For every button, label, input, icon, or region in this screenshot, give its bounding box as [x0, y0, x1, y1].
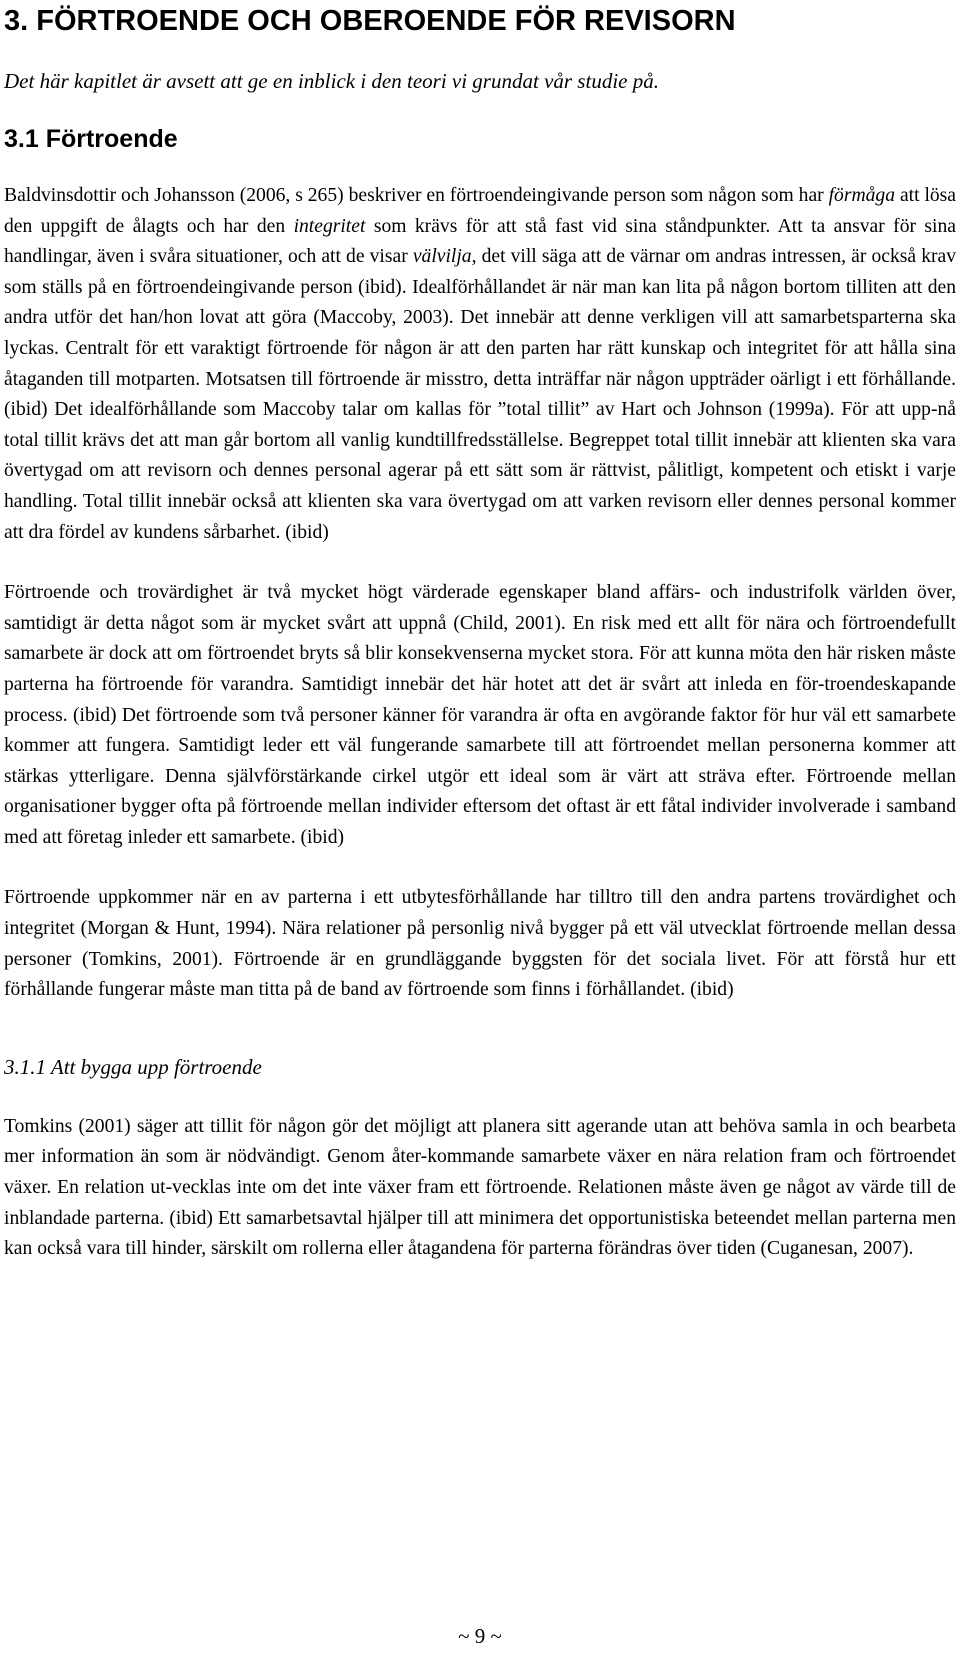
subsection-title: 3.1.1 Att bygga upp förtroende [4, 1054, 262, 1079]
section-title: 3.1 Förtroende [4, 125, 178, 153]
paragraph-3: Förtroende uppkommer när en av parterna i ett utbytesförhållande har tilltro till den andra partens trovärdighet och integritet (Morgan & Hunt, 1994). Nära relationer på personlig nivå bygger på ett väl utvecklat förtroende mellan dessa personer (Tomkins, 2001). Förtroende är en grundläggande byggsten för det sociala livet. För att förstå hur ett förhållande fungerar måste man titta på de band av förtroende som finns i förhållandet. (ibid) [4, 887, 956, 1001]
paragraph-1-text-d: , det vill säga att de värnar om andras intressen, är också krav som ställs på en förtroendeingivande person (ibid). Idealförhållandet är när man kan lita på någon bortom tilliten att den andra utför det han/hon lovat att göra (Maccoby, 2003). Det innebär att denne verkligen vill att samarbetsparterna ska lyckas. Centralt för ett varaktigt förtroende för någon är att den parten har rätt kunskap och integritet för att hålla sina åtaganden till motparten. Motsatsen till förtroende är misstro, detta inträffar när någon uppträder oärligt i ett förhållande. (ibid) Det idealförhållande som Maccoby talar om kallas för ”total tillit” av Hart och Johnson (1999a). För att upp-nå total tillit krävs det att man går bortom all vanlig kundtillfredsställelse. Begreppet total tillit innebär att klienten ska vara övertygad om att revisorn och dennes personal agerar på ett sätt som är rättvist, pålitligt, kompetent och etiskt i varje handling. Total tillit innebär också att klienten ska vara övertygad om att varken revisorn eller dennes personal kommer att dra fördel av kundens sårbarhet. (ibid) [4, 246, 957, 543]
paragraph-1-emphasis-formaga: förmåga [828, 185, 896, 206]
paragraph-4: Tomkins (2001) säger att tillit för någon gör det möjligt att planera sitt agerande utan att behöva samla in och bearbeta mer information än som är nödvändigt. Genom åter-kommande samarbete växer en nära relation fram och förtroendet växer. En relation ut-vecklas inte om det inte växer fram ett förtroende. Relationen måste även ge något av värde till de inblandade parterna. (ibid) Ett samarbetsavtal hjälper till att minimera det opportunistiska beteendet mellan parterna men kan också vara till hinder, särskilt om rollerna eller åtagandena för parterna förändras över tiden (Cuganesan, 2007). [4, 1115, 956, 1260]
chapter-title: 3. FÖRTROENDE OCH OBEROENDE FÖR REVISORN [4, 5, 736, 37]
paragraph-1-text-c: som krävs för att stå fast vid sina ståndpunkter. Att ta ansvar för sina handlingar, även i svåra situationer, och att de visar [4, 215, 956, 268]
paragraph-1-text-a: Baldvinsdottir och Johansson (2006, s 265) beskriver en förtroendeingivande person som någon som har [4, 185, 829, 206]
paragraph-1-emphasis-valvilja: välvilja [412, 246, 472, 268]
paragraph-1-text-b: att lösa den uppgift de ålagts och har den [4, 185, 957, 237]
paragraph-2: Förtroende och trovärdighet är två mycket högt värderade egenskaper bland affärs- och industrifolk världen över, samtidigt är detta något som är mycket svårt att uppnå (Child, 2001). En risk med ett allt för nära och förtroendefullt samarbete är dock att om förtroendet bryts så blir konsekvenserna mycket stora. För att kunna möta den här risken måste parterna ha förtroende för varandra. Samtidigt innebär det här hotet att det är svårt att inleda en för-troendeskapande process. (ibid) Det förtroende som två personer känner för varandra är ofta en avgörande faktor för hur väl ett samarbete kommer att fungera. Samtidigt leder ett väl fungerande samarbete till att förtroendet mellan personerna kommer att stärkas ytterligare. Denna självförstärkande cirkel utgör ett ideal som är värt att sträva efter. Förtroende mellan organisationer bygger ofta på förtroende mellan individer eftersom det oftast är ett fåtal individer involverade i samband med att företag inleder ett samarbete. (ibid) [4, 582, 956, 848]
page-number: ~ 9 ~ [458, 1624, 502, 1648]
paragraph-1-emphasis-integritet: integritet [293, 215, 366, 237]
paragraph-1 [4, 181, 956, 548]
chapter-intro: Det här kapitlet är avsett att ge en inblick i den teori vi grundat vår studie på. [4, 69, 659, 93]
